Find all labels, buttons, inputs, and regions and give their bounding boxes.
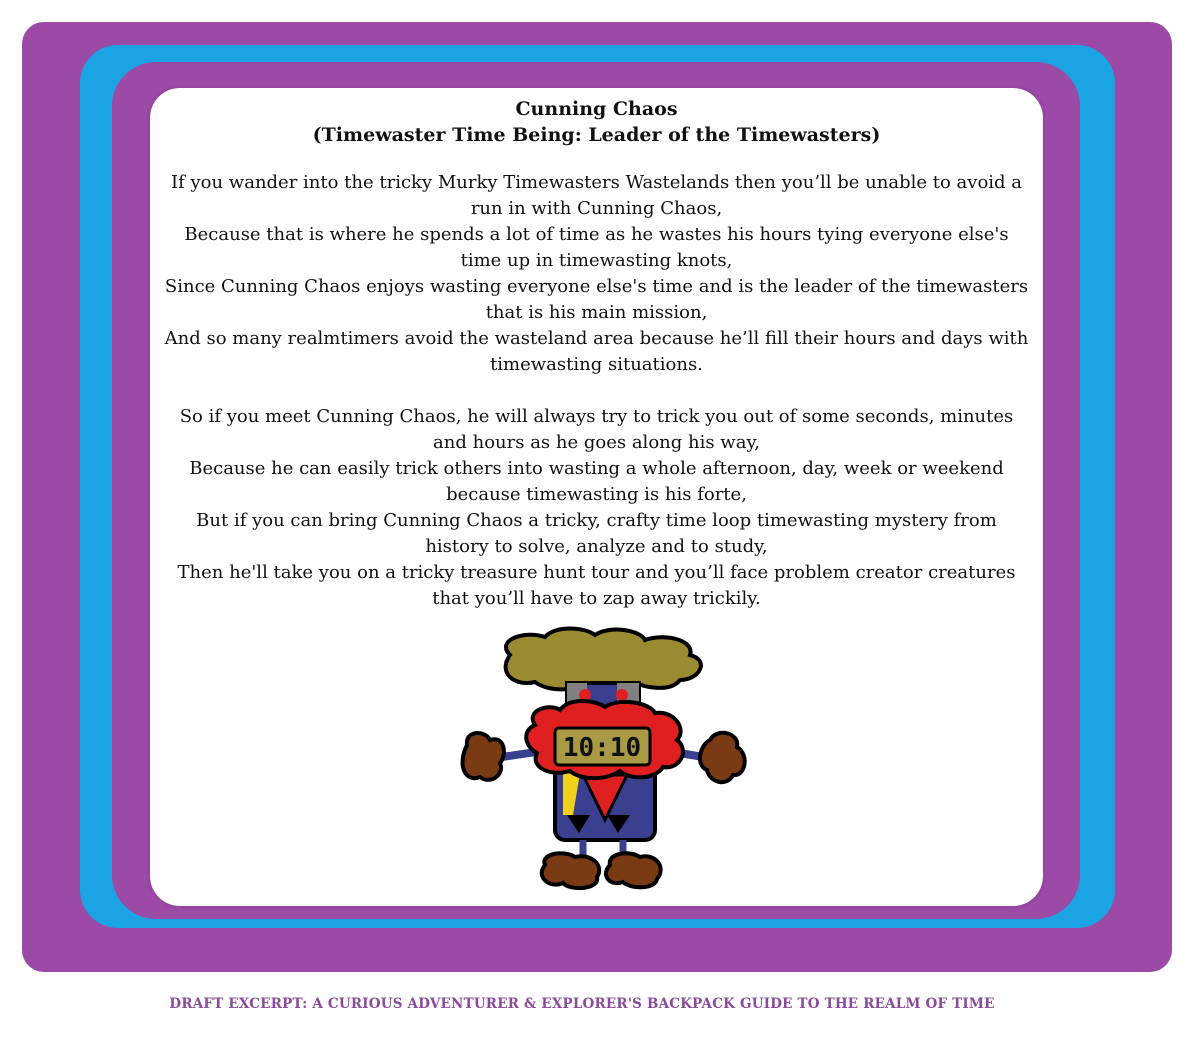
poem-line: Then he'll take you on a tricky treasure hunt tour and you’ll face problem creator creatures that you’ll have to zap away trickily. — [177, 562, 1016, 609]
title-subtitle: (Timewaster Time Being: Leader of the Timewasters) — [312, 124, 881, 146]
stanza-1 — [162, 170, 1031, 378]
hair-shape — [506, 629, 701, 690]
stanza-2 — [162, 404, 1031, 612]
left-hand-shape — [463, 733, 504, 780]
right-foot-shape — [606, 853, 661, 887]
poem-line: So if you meet Cunning Chaos, he will always try to trick you out of some seconds, minutes and hours as he goes along his way, — [179, 406, 1014, 453]
poem-line: Because he can easily trick others into wasting a whole afternoon, day, week or weekend because timewasting is his forte, — [189, 458, 1004, 505]
poem-line: Because that is where he spends a lot of time as he wastes his hours tying everyone else's time up in timewasting knots, — [184, 224, 1009, 271]
poem-line: And so many realmtimers avoid the wasteland area because he’ll fill their hours and days with timewasting situations. — [164, 328, 1029, 375]
poem-line: But if you can bring Cunning Chaos a tricky, crafty time loop timewasting mystery from history to solve, analyze and to study, — [196, 510, 997, 557]
poem-line: Since Cunning Chaos enjoys wasting everyone else's time and is the leader of the timewasters that is his main mission, — [164, 276, 1029, 323]
eye-right-shape — [616, 689, 628, 701]
cunning-chaos-character-illustration — [455, 625, 755, 895]
left-foot-shape — [542, 853, 599, 888]
poem-line: If you wander into the tricky Murky Timewasters Wastelands then you’ll be unable to avoid a run in with Cunning Chaos, — [170, 172, 1023, 219]
footer-caption: DRAFT EXCERPT: A CURIOUS ADVENTURER & EXPLORER'S BACKPACK GUIDE TO THE REALM OF TIME — [169, 996, 995, 1012]
right-hand-shape — [700, 733, 745, 782]
poem-title — [150, 96, 1043, 148]
clock-display: 10:10 — [562, 733, 642, 763]
poem-body — [162, 170, 1031, 638]
title-name: Cunning Chaos — [515, 98, 678, 120]
